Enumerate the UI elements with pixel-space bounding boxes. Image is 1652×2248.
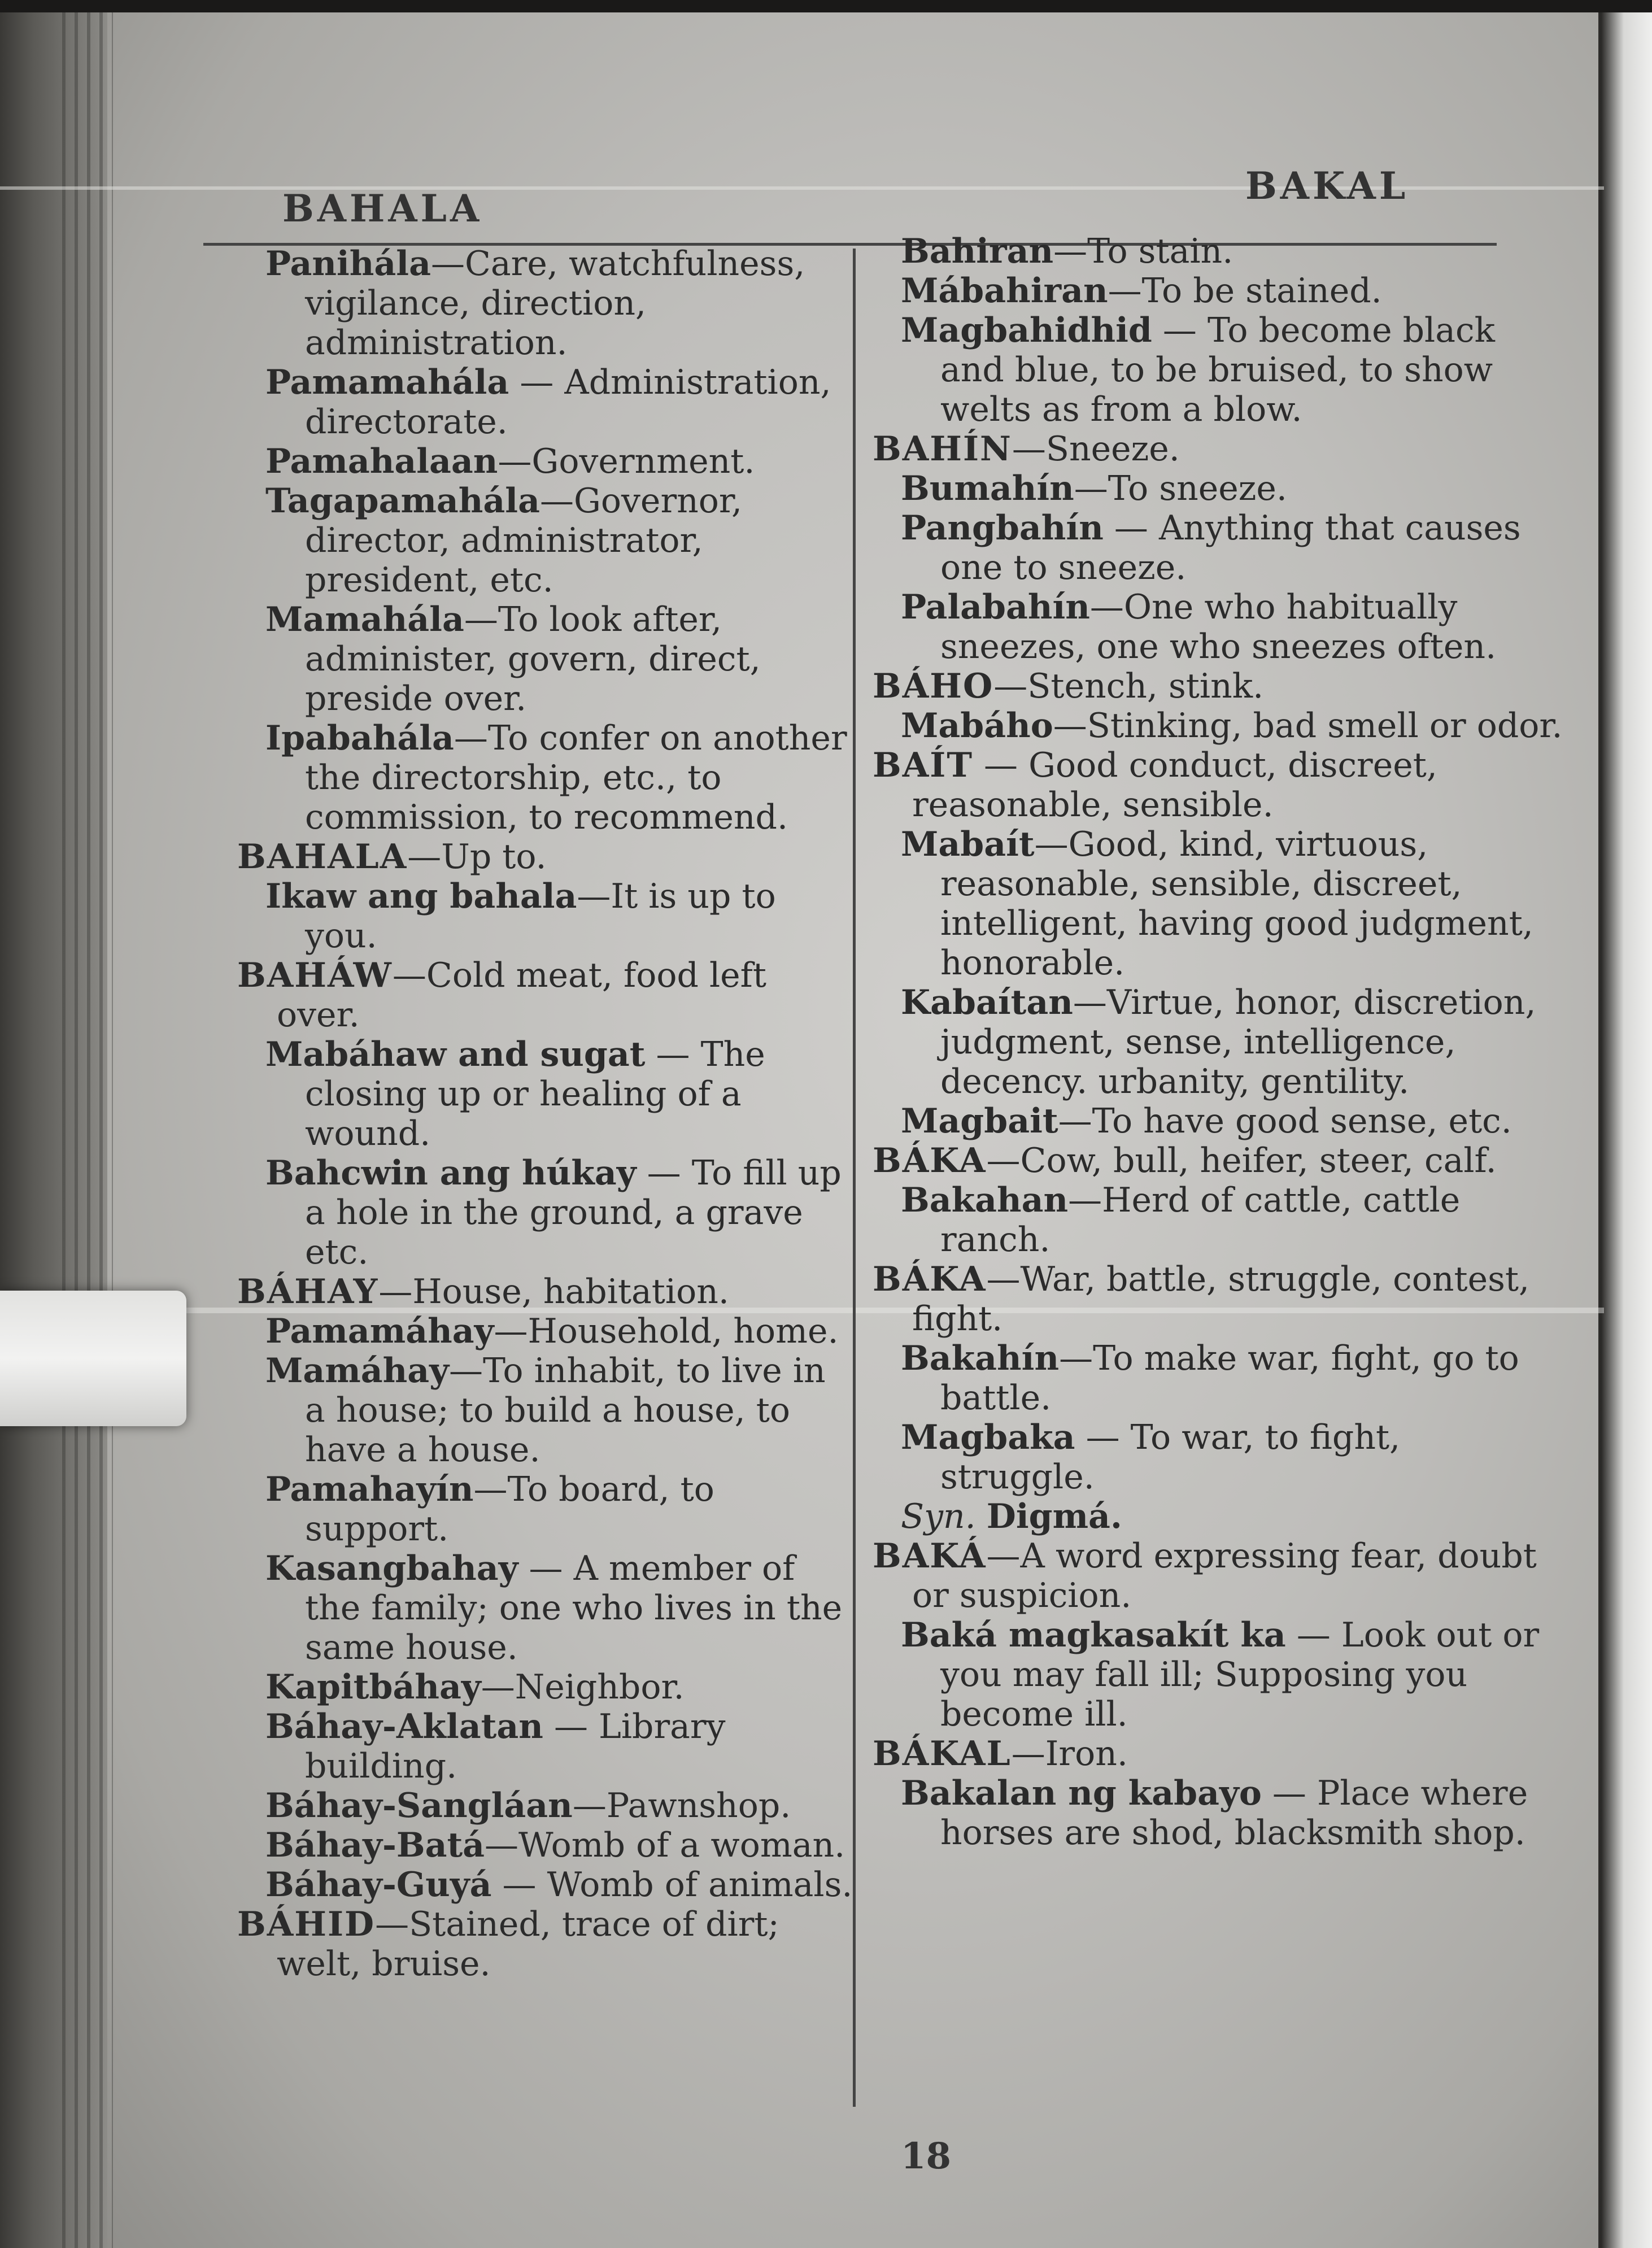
dictionary-entry bbox=[901, 1101, 1564, 1141]
entry-headword: Kabaítan bbox=[901, 983, 1073, 1022]
dictionary-entry bbox=[901, 825, 1564, 983]
entry-definition: —War, battle, struggle, contest, fight. bbox=[912, 1260, 1530, 1339]
entry-definition: — A member of the family; one who lives in the same house. bbox=[305, 1549, 843, 1667]
entry-headword: BÁHO bbox=[873, 666, 994, 706]
dictionary-entry bbox=[901, 1774, 1564, 1853]
entry-headword: BAHÍN bbox=[873, 429, 1012, 469]
dictionary-entry bbox=[265, 244, 853, 363]
entry-headword: Magbait bbox=[901, 1101, 1058, 1141]
entry-headword: Mabaít bbox=[901, 825, 1035, 864]
entry-definition: —To stain. bbox=[1053, 232, 1233, 271]
dictionary-entry bbox=[873, 746, 1564, 825]
entry-headword: Bakahan bbox=[901, 1180, 1069, 1220]
entry-headword: BÁHAY bbox=[237, 1272, 379, 1312]
entry-definition: — Good conduct, discreet, reasonable, sensible. bbox=[912, 746, 1437, 825]
entry-headword: Pamamahála bbox=[265, 363, 509, 402]
entry-headword: Mabáhaw and sugat bbox=[265, 1035, 646, 1074]
entry-headword: Bakahín bbox=[901, 1339, 1060, 1378]
entry-headword: Kasangbahay bbox=[265, 1549, 518, 1588]
entry-headword: Panihála bbox=[265, 244, 431, 284]
entry-definition: —Government. bbox=[498, 442, 755, 481]
entry-headword: Báhay-Guyá bbox=[265, 1865, 492, 1905]
entry-headword: Ipabahála bbox=[265, 718, 454, 758]
dictionary-entry bbox=[265, 1786, 853, 1826]
entry-definition: —Governor, director, administrator, president, etc. bbox=[305, 481, 743, 600]
entry-headword: Pangbahín bbox=[901, 508, 1104, 548]
entry-definition: — To war, to fight, struggle. bbox=[940, 1418, 1401, 1497]
dictionary-entry bbox=[265, 1351, 853, 1470]
page-number: 18 bbox=[901, 2135, 952, 2177]
entry-headword: Báhay-Batá bbox=[265, 1826, 485, 1865]
entry-headword: Baká magkasakít ka bbox=[901, 1615, 1286, 1655]
dictionary-entry bbox=[265, 442, 853, 481]
entry-definition: —Cold meat, food left over. bbox=[277, 956, 766, 1035]
right-column bbox=[873, 232, 1564, 1853]
entry-headword: BAHÁW bbox=[237, 956, 393, 995]
dictionary-entry bbox=[265, 1470, 853, 1549]
dictionary-entry bbox=[901, 271, 1564, 311]
entry-definition: —Herd of cattle, cattle ranch. bbox=[940, 1180, 1461, 1260]
dictionary-entry bbox=[901, 1180, 1564, 1260]
entry-definition: —Stained, trace of dirt; welt, bruise. bbox=[277, 1905, 779, 1984]
entry-definition: — Administration, directorate. bbox=[305, 363, 831, 442]
entry-headword: BÁKA bbox=[873, 1141, 987, 1180]
entry-definition: —Iron. bbox=[1011, 1734, 1128, 1774]
entry-definition: — Womb of animals. bbox=[491, 1865, 853, 1905]
dictionary-entry bbox=[873, 1734, 1564, 1774]
dictionary-entry bbox=[901, 1418, 1564, 1497]
entry-headword: Bumahín bbox=[901, 469, 1074, 508]
dictionary-entry bbox=[901, 983, 1564, 1101]
entry-definition: —Virtue, honor, discretion, judgment, sense, intelligence, decency. urbanity, gentility. bbox=[940, 983, 1536, 1101]
dictionary-entry bbox=[901, 311, 1564, 429]
entry-definition: —To board, to support. bbox=[305, 1470, 714, 1549]
entry-definition: —Pawnshop. bbox=[572, 1786, 791, 1826]
entry-definition: —To confer on another the directorship, etc., to commission, to recommend. bbox=[305, 718, 847, 837]
dictionary-entry bbox=[265, 877, 853, 956]
entry-headword: BÁHID bbox=[237, 1905, 376, 1944]
dictionary-entry bbox=[901, 1339, 1564, 1418]
dictionary-entry bbox=[265, 600, 853, 718]
entry-definition: —Stinking, bad smell or odor. bbox=[1053, 706, 1563, 746]
dictionary-entry bbox=[901, 1497, 1564, 1536]
dictionary-entry bbox=[901, 1615, 1564, 1734]
entry-headword: Bahiran bbox=[901, 232, 1054, 271]
dictionary-entry bbox=[901, 232, 1564, 271]
entry-headword: Bakalan ng kabayo bbox=[901, 1774, 1262, 1813]
dictionary-entry bbox=[873, 1260, 1564, 1339]
dictionary-entry bbox=[265, 1865, 853, 1905]
dictionary-entry bbox=[265, 1035, 853, 1153]
top-edge bbox=[0, 0, 1652, 12]
entry-headword: Magbahidhid bbox=[901, 311, 1152, 350]
entry-definition: —House, habitation. bbox=[378, 1272, 729, 1312]
entry-definition: —Womb of a woman. bbox=[485, 1826, 845, 1865]
entry-definition: —A word expressing fear, doubt or suspicion. bbox=[912, 1536, 1537, 1615]
entry-headword: Pamahalaan bbox=[265, 442, 498, 481]
entry-definition: —Up to. bbox=[407, 837, 547, 877]
entry-definition: —Cow, bull, heifer, steer, calf. bbox=[986, 1141, 1497, 1180]
dictionary-entry bbox=[901, 587, 1564, 666]
dictionary-entry bbox=[873, 429, 1564, 469]
dictionary-entry bbox=[265, 1667, 853, 1707]
entry-definition: —Household, home. bbox=[494, 1312, 839, 1351]
entry-definition: —To be stained. bbox=[1108, 271, 1382, 311]
entry-headword: Pamahayín bbox=[265, 1470, 474, 1509]
entry-definition: — Place where horses are shod, blacksmith shop. bbox=[940, 1774, 1528, 1853]
entry-definition: — To become black and blue, to be bruised, to show welts as from a blow. bbox=[940, 311, 1495, 429]
dictionary-entry bbox=[237, 1272, 853, 1312]
dictionary-entry bbox=[901, 469, 1564, 508]
entry-headword: Pamamáhay bbox=[265, 1312, 494, 1351]
entry-headword: Mamahála bbox=[265, 600, 464, 639]
entry-headword: BÁKA bbox=[873, 1260, 987, 1299]
entry-headword: BÁKAL bbox=[873, 1734, 1012, 1774]
entry-headword: Ikaw ang bahala bbox=[265, 877, 577, 916]
dictionary-entry bbox=[265, 363, 853, 442]
entry-definition: —Stench, stink. bbox=[993, 666, 1264, 706]
entry-definition: —One who habitually sneezes, one who sneezes often. bbox=[940, 587, 1497, 666]
page-edges bbox=[62, 0, 113, 2248]
entry-definition: — Look out or you may fall ill; Supposing you become ill. bbox=[940, 1615, 1540, 1734]
dictionary-entry bbox=[265, 718, 853, 837]
dictionary-entry bbox=[237, 956, 853, 1035]
entry-headword: Mamáhay bbox=[265, 1351, 450, 1391]
entry-definition: —To sneeze. bbox=[1074, 469, 1287, 508]
entry-definition: —It is up to you. bbox=[305, 877, 776, 956]
dictionary-entry bbox=[265, 1549, 853, 1667]
entry-definition: — Anything that causes one to sneeze. bbox=[940, 508, 1521, 587]
entry-definition: — Library building. bbox=[305, 1707, 726, 1786]
entry-headword: Kapitbáhay bbox=[265, 1667, 481, 1707]
entry-definition: —Neighbor. bbox=[481, 1667, 685, 1707]
entry-definition: — The closing up or healing of a wound. bbox=[305, 1035, 765, 1153]
entry-headword: BAKÁ bbox=[873, 1536, 987, 1576]
entry-definition: —Sneeze. bbox=[1012, 429, 1180, 469]
dictionary-entry bbox=[265, 1826, 853, 1865]
left-column bbox=[237, 244, 853, 1984]
dictionary-entry bbox=[901, 508, 1564, 587]
entry-headword: Báhay-Sangláan bbox=[265, 1786, 573, 1826]
entry-definition: —To have good sense, etc. bbox=[1058, 1101, 1512, 1141]
entry-headword: Digmá. bbox=[986, 1497, 1122, 1536]
dictionary-entry bbox=[873, 1141, 1564, 1180]
guide-word-left: BAHALA bbox=[282, 186, 483, 230]
entry-headword: Palabahín bbox=[901, 587, 1090, 627]
entry-headword: BAHALA bbox=[237, 837, 408, 877]
dictionary-entry bbox=[265, 1707, 853, 1786]
entry-headword: Bahcwin ang húkay bbox=[265, 1153, 637, 1193]
entry-headword: Báhay-Aklatan bbox=[265, 1707, 543, 1746]
dictionary-entry bbox=[901, 706, 1564, 746]
dictionary-entry bbox=[265, 1312, 853, 1351]
entry-definition: —To make war, fight, go to battle. bbox=[940, 1339, 1519, 1418]
dictionary-entry bbox=[873, 1536, 1564, 1615]
entry-definition: — To fill up a hole in the ground, a grave etc. bbox=[305, 1153, 842, 1272]
dictionary-entry bbox=[237, 837, 853, 877]
entry-headword: Mábahiran bbox=[901, 271, 1108, 311]
guide-word-right: BAKAL bbox=[1245, 164, 1409, 208]
bookmark-tab bbox=[0, 1291, 186, 1426]
entry-definition: —Good, kind, virtuous, reasonable, sensible, discreet, intelligent, having good judgment, honorable. bbox=[940, 825, 1533, 983]
entry-headword: Mabáho bbox=[901, 706, 1053, 746]
entry-definition: —Care, watchfulness, vigilance, direction, administration. bbox=[305, 244, 805, 363]
entry-headword: Tagapamahála bbox=[265, 481, 540, 521]
synonym-label: Syn. bbox=[901, 1497, 987, 1536]
entry-definition: —To look after, administer, govern, direct, preside over. bbox=[305, 600, 761, 718]
dictionary-entry bbox=[265, 1153, 853, 1272]
dictionary-entry bbox=[873, 666, 1564, 706]
dictionary-entry bbox=[237, 1905, 853, 1984]
column-divider bbox=[853, 249, 856, 2107]
entry-definition: —To inhabit, to live in a house; to build a house, to have a house. bbox=[305, 1351, 826, 1470]
entry-headword: Magbaka bbox=[901, 1418, 1075, 1457]
dictionary-entry bbox=[265, 481, 853, 600]
entry-headword: BAÍT bbox=[873, 746, 973, 785]
